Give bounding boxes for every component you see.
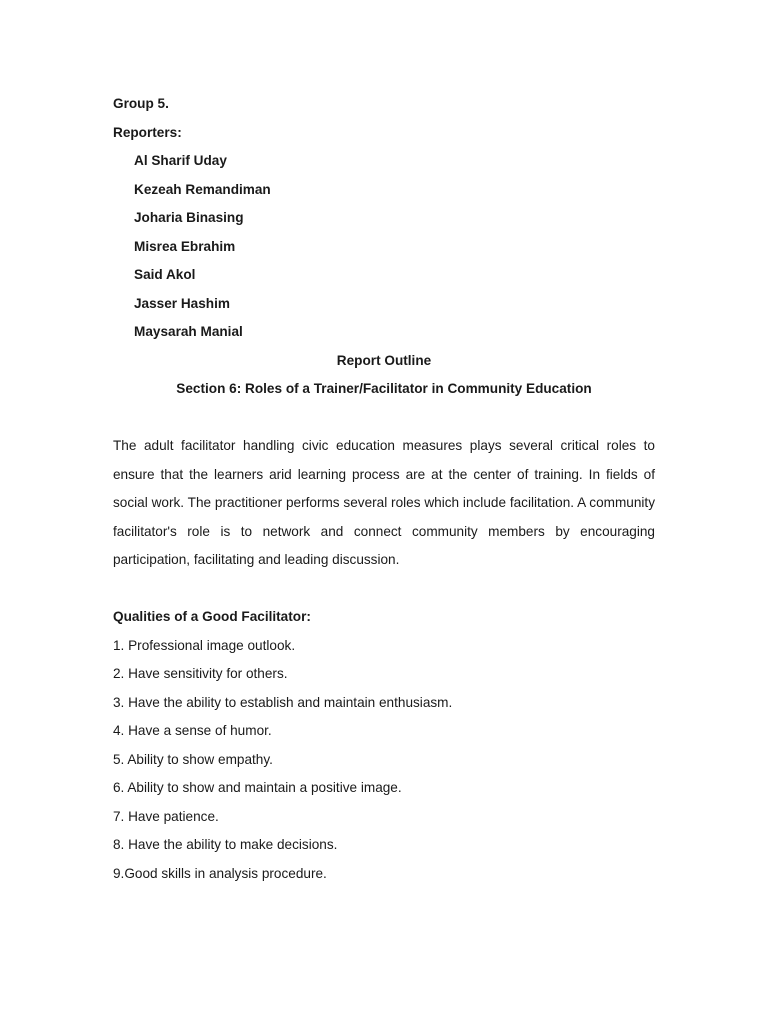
reporter-name: Said Akol: [134, 267, 196, 282]
document-content: [113, 90, 655, 888]
quality-item: 3. Have the ability to establish and maintain enthusiasm.: [113, 694, 453, 710]
reporter-name: Kezeah Remandiman: [134, 181, 271, 197]
quality-item: 7. Have patience.: [113, 808, 219, 824]
quality-item: 6. Ability to show and maintain a positive image.: [113, 780, 402, 795]
reporter-name: Jasser Hashim: [134, 295, 230, 311]
reporters-list: [113, 147, 655, 347]
reporter-name: Joharia Binasing: [134, 210, 244, 225]
quality-item: 2. Have sensitivity for others.: [113, 666, 288, 681]
quality-item: 1. Professional image outlook.: [113, 637, 296, 653]
spacer: [113, 404, 655, 433]
spacer: [113, 575, 655, 604]
reporter-name: Misrea Ebrahim: [134, 238, 236, 254]
group-label: Group 5.: [113, 96, 169, 111]
qualities-heading: Qualities of a Good Facilitator:: [113, 609, 311, 624]
quality-item: 9.Good skills in analysis procedure.: [113, 865, 327, 881]
quality-item: 4. Have a sense of humor.: [113, 723, 272, 738]
body-paragraph: The adult facilitator handling civic education measures plays several critical roles to ensure that the learners arid learning process are at the center of training. In fields of social work. The practitioner performs several roles which include facilitation. A community facilitator's role is to network and connect community members by encouraging participation, facilitating and leading discussion.: [113, 438, 655, 567]
reporters-label: Reporters:: [113, 124, 182, 140]
quality-item: 8. Have the ability to make decisions.: [113, 837, 338, 852]
reporter-name: Al Sharif Uday: [134, 153, 227, 168]
outline-title: Report Outline: [336, 352, 432, 368]
qualities-list: [113, 632, 655, 889]
section-heading: Section 6: Roles of a Trainer/Facilitator in Community Education: [176, 381, 592, 396]
reporter-name: Maysarah Manial: [134, 324, 243, 339]
quality-item: 5. Ability to show empathy.: [113, 751, 273, 767]
